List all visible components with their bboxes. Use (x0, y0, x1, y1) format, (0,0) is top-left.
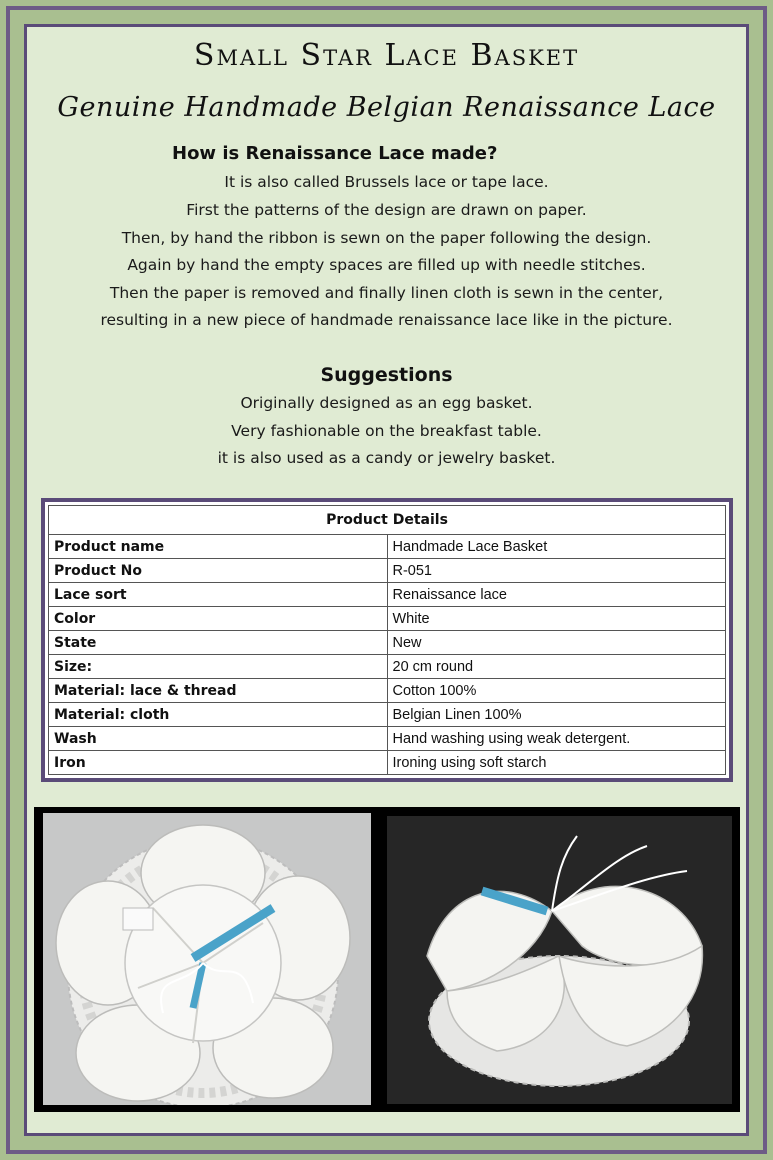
how-line: Then, by hand the ribbon is sewn on the paper following the design. (121, 229, 652, 247)
suggestion-line: it is also used as a candy or jewelry basket. (217, 449, 556, 467)
detail-key: Product No (49, 559, 388, 583)
table-row (49, 535, 726, 559)
detail-key: Lace sort (49, 583, 388, 607)
detail-key: Material: cloth (49, 703, 388, 727)
how-line: resulting in a new piece of handmade renaissance lace like in the picture. (100, 311, 673, 329)
detail-value: 20 cm round (387, 655, 726, 679)
how-line: Then the paper is removed and finally linen cloth is sewn in the center, (109, 284, 664, 302)
page-title: Small Star Lace Basket (193, 38, 580, 73)
table-row (49, 679, 726, 703)
product-photos (34, 807, 740, 1112)
detail-value: White (387, 607, 726, 631)
detail-key: Size: (49, 655, 388, 679)
basket-photo-top-view (43, 813, 371, 1105)
basket-photo-side-view (387, 816, 732, 1104)
table-row (49, 583, 726, 607)
detail-value: Hand washing using weak detergent. (387, 727, 726, 751)
how-line: First the patterns of the design are drawn on paper. (186, 201, 587, 219)
table-row (49, 703, 726, 727)
suggestion-line: Originally designed as an egg basket. (240, 394, 533, 412)
detail-value: Renaissance lace (387, 583, 726, 607)
table-row (49, 559, 726, 583)
table-row (49, 727, 726, 751)
detail-value: Handmade Lace Basket (387, 535, 726, 559)
detail-value: Ironing using soft starch (387, 751, 726, 775)
page-subtitle: Genuine Handmade Belgian Renaissance Lace (57, 92, 716, 123)
how-heading: How is Renaissance Lace made? (172, 143, 498, 164)
product-details-heading: Product Details (49, 506, 726, 535)
how-line: It is also called Brussels lace or tape lace. (224, 173, 549, 191)
table-row (49, 751, 726, 775)
table-row (49, 607, 726, 631)
detail-key: Material: lace & thread (49, 679, 388, 703)
product-details-table (48, 505, 726, 775)
detail-key: State (49, 631, 388, 655)
detail-value: R-051 (387, 559, 726, 583)
table-row (49, 631, 726, 655)
detail-value: New (387, 631, 726, 655)
detail-key: Wash (49, 727, 388, 751)
suggestion-line: Very fashionable on the breakfast table. (231, 422, 542, 440)
detail-key: Iron (49, 751, 388, 775)
detail-key: Color (49, 607, 388, 631)
table-row (49, 655, 726, 679)
how-line: Again by hand the empty spaces are filled up with needle stitches. (127, 256, 646, 274)
detail-key: Product name (49, 535, 388, 559)
detail-value: Cotton 100% (387, 679, 726, 703)
detail-value: Belgian Linen 100% (387, 703, 726, 727)
product-details-box (41, 498, 733, 782)
suggestions-heading: Suggestions (320, 364, 453, 386)
